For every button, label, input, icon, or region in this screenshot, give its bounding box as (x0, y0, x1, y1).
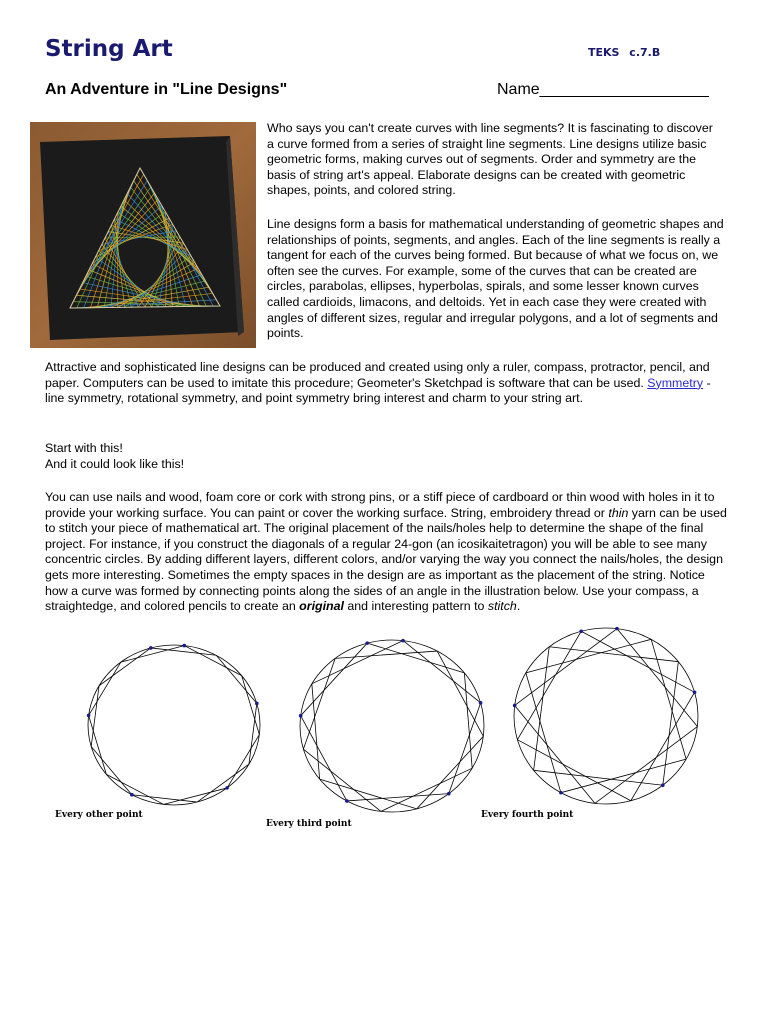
nail-point (615, 627, 619, 631)
materials-paragraph (45, 490, 727, 615)
string-segment (216, 655, 257, 703)
nail-point (87, 714, 91, 718)
nail-point (345, 799, 349, 803)
nail-point (182, 644, 186, 648)
string-segment (312, 641, 403, 684)
nail-point (401, 639, 405, 643)
start-line: Start with this! (45, 441, 123, 455)
intro-paragraph: Who says you can't create curves with line segments? It is fascinating to discover a curve formed from a series of straight line segments. Line designs utilize basic geometric forms, making curves out of segments. Order and symmetry are the basis of string art's appeal. Elaborate designs can be created with geometric shapes, points, and colored string. (267, 121, 713, 198)
nail-point (130, 793, 134, 797)
string-segment (367, 643, 464, 673)
string-segment (381, 768, 472, 811)
symmetry-link[interactable]: Symmetry (647, 375, 704, 390)
stitch-word: stitch (487, 599, 517, 614)
nail-point (299, 714, 303, 718)
page-subtitle: An Adventure in "Line Designs" (45, 81, 288, 98)
string-segment (312, 684, 320, 779)
look-like-line: And it could look like this! (45, 456, 185, 471)
original-word: original (299, 599, 344, 614)
string-art-photo (30, 122, 256, 348)
string-segment (227, 735, 259, 788)
string-segment (89, 662, 121, 715)
figure-circle (88, 645, 260, 805)
nail-point (513, 704, 517, 708)
nail-point (225, 786, 229, 790)
materials-text-b: yarn can be used to stitch your piece of mathematical art. The original placement of the nails/holes help to determine the shape of the final project. For instance, if you construct the diagonals of a regular 24-gon (an icosikaitetragon) you will be able to see many concentric circles. By adding different layers, different colors, and/or varying the way you connect the nails/holes, the design gets more interesting. Sometimes the empty spaces in the design are as important as the placement of the string. Notice how a curve was formed by connecting points along the sides of an angle in the illustration below. Use your compass, a straightedge, and colored pencils to create an (45, 505, 727, 614)
caption-every-other-point: Every other point (55, 810, 143, 820)
nail-point (149, 646, 153, 650)
figure-every-fourth-point (510, 624, 702, 808)
thin-word: thin (608, 505, 629, 520)
string-segment (417, 736, 484, 809)
string-segment (515, 629, 617, 706)
materials-text-a: You can use nails and wood, foam core or cork with strong pins, or a stiff piece of cardboard or thin wood with holes in it to provide your working surface. You can paint or cover the working surface. String, embroidery thread or (45, 490, 715, 520)
string-segment (303, 658, 335, 749)
caption-every-third-point: Every third point (266, 819, 352, 829)
figure-every-other-point (84, 641, 264, 809)
materials-text-d: . (516, 599, 521, 614)
string-segment (449, 703, 481, 794)
string-segment (106, 774, 163, 804)
nail-point (693, 690, 697, 694)
figure-every-third-point (296, 636, 488, 816)
nail-point (559, 791, 563, 795)
string-segment (301, 716, 347, 801)
string-segment (335, 651, 437, 658)
string-segment (595, 727, 697, 804)
nail-point (661, 783, 665, 787)
nail-point (447, 792, 451, 796)
string-segment (197, 764, 249, 802)
string-segment (303, 749, 381, 811)
string-segment (184, 646, 241, 676)
figure-circle (300, 640, 484, 812)
materials-text-c: and interesting pattern to (343, 599, 488, 614)
nail-point (479, 701, 483, 705)
figure-circle (514, 628, 698, 804)
string-segment (464, 673, 472, 768)
caption-every-fourth-point: Every fourth point (481, 810, 574, 820)
nail-point (579, 629, 583, 633)
nail-point (365, 641, 369, 645)
line-designs-paragraph: Line designs form a basis for mathematical understanding of geometric shapes and relationships of points, segments, and angles. Each of the line segments is really a tangent for each of the curves being formed. But because of what we focus on, we often see the curves. For example, some of the curves that can be created are circles, parabolas, ellipses, hyperbolas, spirals, and some lesser known curves called cardioids, limacons, and deltoids. Yet in each case they were created with angles of different sizes, regular and irregular polygons, and a lot of segments and points. (267, 217, 724, 341)
page-title: String Art (45, 36, 173, 62)
string-segment (99, 648, 151, 686)
tools-text-after: - line symmetry, rotational symmetry, and point symmetry bring interest and charm to your string art. (45, 375, 711, 406)
name-field: Name___________________ (497, 81, 709, 98)
nail-point (255, 702, 259, 706)
string-segment (403, 641, 481, 703)
tools-text-before: Attractive and sophisticated line designs can be produced and created using only a ruler, compass, protractor, pencil, and paper. Computers can be used to imitate this procedure; Geometer's Sketchpad is software that can be used. (45, 360, 710, 390)
string-segment (301, 643, 368, 716)
teks-label: TEKS c.7.B (588, 46, 661, 59)
string-segment (437, 651, 483, 736)
start-paragraph (45, 441, 727, 472)
tools-paragraph (45, 360, 727, 407)
string-segment (91, 747, 132, 795)
string-segment (320, 779, 417, 809)
string-segment (347, 794, 449, 801)
